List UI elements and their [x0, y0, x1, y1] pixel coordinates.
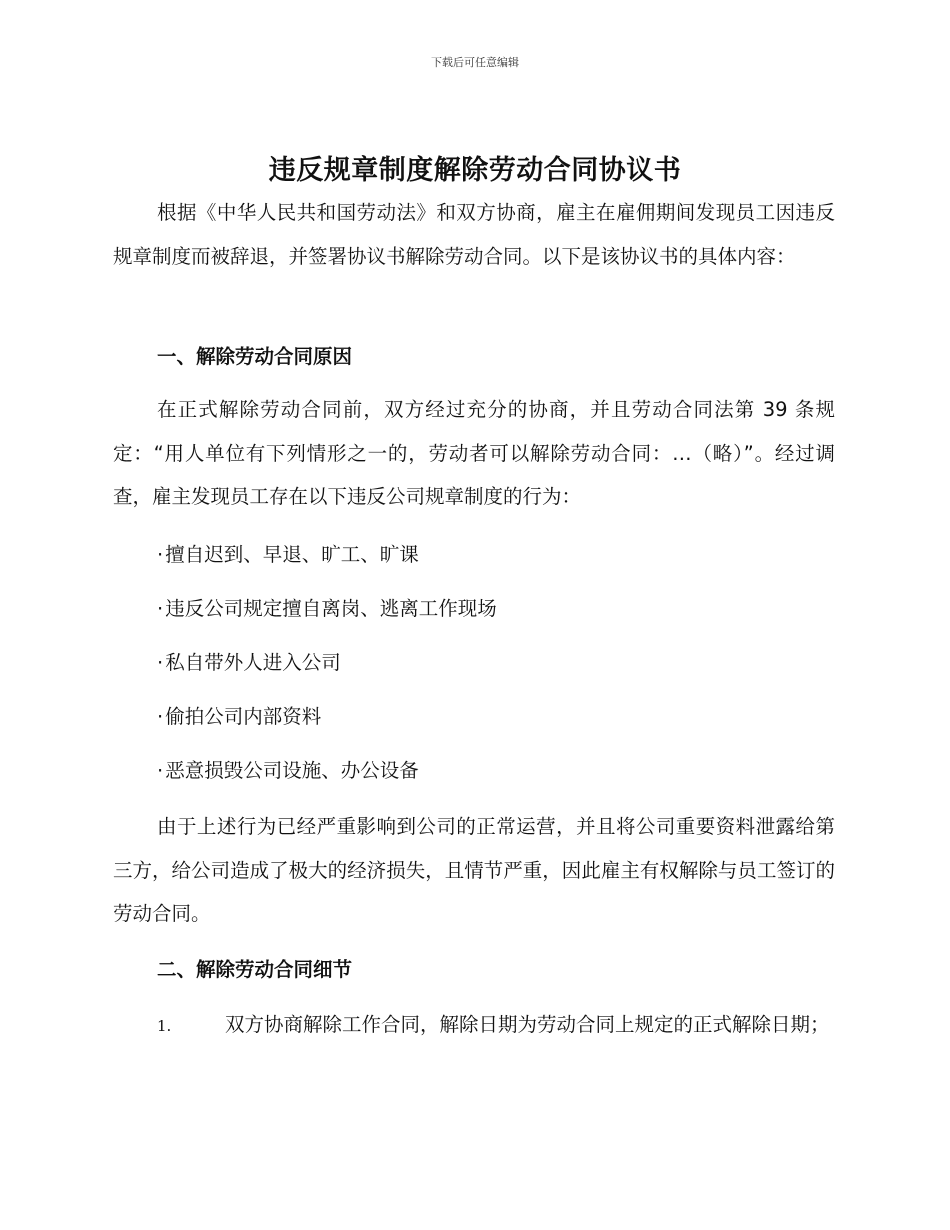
item-text: 双方协商解除工作合同，解除日期为劳动合同上规定的正式解除日期； [225, 1013, 830, 1036]
bullet-marker: · [157, 651, 164, 674]
document-title: 违反规章制度解除劳动合同协议书 [268, 155, 682, 186]
bullet-marker: · [157, 597, 164, 620]
bullet-marker: · [157, 759, 164, 782]
bullet-text: 偷拍公司内部资料 [165, 705, 322, 728]
list-item [157, 594, 497, 624]
item-number: 1. [157, 1017, 172, 1035]
section-1-paragraph-2: 由于上述行为已经严重影响到公司的正常运营，并且将公司重要资料泄露给第三方，给公司造成了极大的经济损失，且情节严重，因此雇主有权解除与员工签订的劳动合同。 [113, 815, 835, 925]
list-item [157, 756, 419, 786]
bullet-text: 恶意损毁公司设施、办公设备 [165, 759, 419, 782]
list-item [157, 702, 321, 732]
section-2-heading: 二、解除劳动合同细节 [157, 958, 353, 981]
list-item [157, 648, 341, 678]
numbered-item-1 [113, 1003, 835, 1049]
bullet-text: 擅自迟到、早退、旷工、旷课 [165, 543, 419, 566]
header-note: 下载后可任意编辑 [431, 56, 519, 69]
section-1-paragraph-1: 在正式解除劳动合同前，双方经过充分的协商，并且劳动合同法第 39 条规定：“用人单位有下列情形之一的，劳动者可以解除劳动合同：…（略）”。经过调查，雇主发现员工存在以下违反公司规章制度的行为： [113, 398, 835, 508]
bullet-marker: · [157, 705, 164, 728]
intro-paragraph: 根据《中华人民共和国劳动法》和双方协商，雇主在雇佣期间发现员工因违反规章制度而被辞退，并签署协议书解除劳动合同。以下是该协议书的具体内容： [113, 201, 835, 268]
bullet-marker: · [157, 543, 164, 566]
bullet-text: 违反公司规定擅自离岗、逃离工作现场 [165, 597, 497, 620]
section-1-heading: 一、解除劳动合同原因 [157, 345, 353, 368]
list-item [157, 540, 419, 570]
bullet-text: 私自带外人进入公司 [165, 651, 341, 674]
